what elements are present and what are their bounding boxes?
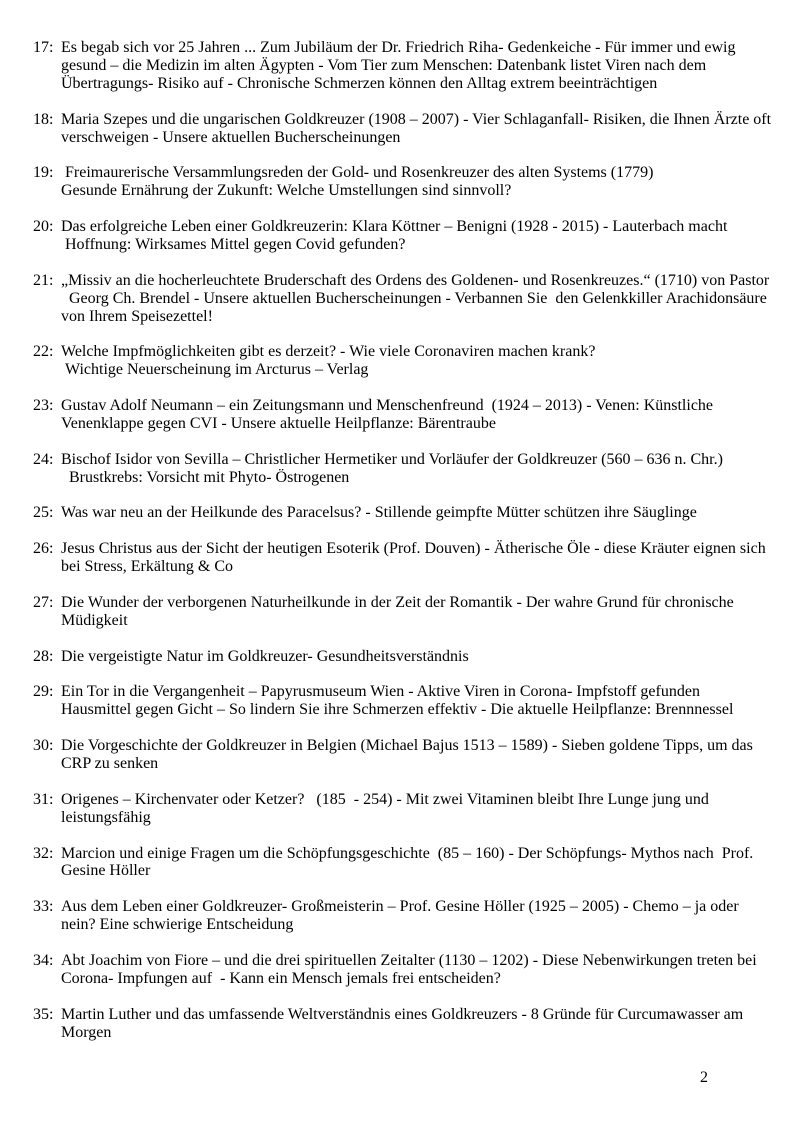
item-line: Müdigkeit xyxy=(61,611,128,629)
list-item xyxy=(33,397,776,433)
list-item xyxy=(33,594,776,630)
item-line: Bischof Isidor von Sevilla – Christlicher Hermetiker und Vorläufer der Goldkreuzer (560 – 636 n. Chr.) xyxy=(61,450,723,468)
item-line: Die Vorgeschichte der Goldkreuzer in Belgien (Michael Bajus 1513 – 1589) - Sieben goldene Tipps, um das xyxy=(61,737,753,755)
item-number: 35: xyxy=(33,1005,54,1023)
item-line: Es begab sich vor 25 Jahren ... Zum Jubiläum der Dr. Friedrich Riha- Gedenkeiche - Für immer und ewig xyxy=(61,39,736,56)
item-number: 20: xyxy=(33,218,54,236)
item-number: 30: xyxy=(33,737,54,755)
item-text xyxy=(61,451,776,487)
item-text xyxy=(61,737,776,773)
item-text xyxy=(61,164,776,200)
item-line: Das erfolgreiche Leben einer Goldkreuzerin: Klara Köttner – Benigni (1928 - 2015) - Lauterbach macht xyxy=(61,218,728,236)
page-number: 2 xyxy=(700,1069,708,1086)
item-text xyxy=(61,343,776,379)
list-item xyxy=(33,683,776,719)
item-number: 18: xyxy=(33,110,54,128)
item-text xyxy=(61,648,776,666)
item-line: gesund – die Medizin im alten Ägypten - Vom Tier zum Menschen: Datenbank listet Viren nach dem xyxy=(61,56,707,74)
list-item xyxy=(33,164,776,200)
item-line: Corona- Impfungen auf - Kann ein Mensch jemals frei entscheiden? xyxy=(61,969,501,987)
list-item xyxy=(33,648,776,666)
item-line: Aus dem Leben einer Goldkreuzer- Großmeisterin – Prof. Gesine Höller (1925 – 2005) - Chemo – ja oder xyxy=(61,898,739,916)
item-line: Was war neu an der Heilkunde des Paracelsus? - Stillende geimpfte Mütter schützen ihre Säuglinge xyxy=(61,504,697,522)
list-item xyxy=(33,845,776,881)
item-line: leistungsfähig xyxy=(61,808,151,826)
item-text xyxy=(61,397,776,433)
item-line: Abt Joachim von Fiore – und die drei spirituellen Zeitalter (1130 – 1202) - Diese Nebenwirkungen treten bei xyxy=(61,951,757,969)
item-line: Wichtige Neuerscheinung im Arcturus – Verlag xyxy=(61,361,369,379)
item-text xyxy=(61,791,776,827)
item-number: 34: xyxy=(33,951,54,969)
item-line: von Ihrem Speisezettel! xyxy=(61,307,213,325)
item-line: Origenes – Kirchenvater oder Ketzer? (185 - 254) - Mit zwei Vitaminen bleibt Ihre Lunge jung und xyxy=(61,790,709,808)
item-text xyxy=(61,683,776,719)
item-text xyxy=(61,218,776,254)
item-number: 19: xyxy=(33,164,54,182)
item-text xyxy=(61,272,776,326)
list-item xyxy=(33,1006,776,1042)
item-number: 17: xyxy=(33,39,54,56)
item-line: Die vergeistigte Natur im Goldkreuzer- Gesundheitsverständnis xyxy=(61,647,469,665)
item-line: Maria Szepes und die ungarischen Goldkreuzer (1908 – 2007) - Vier Schlaganfall- Risiken, die Ihnen Ärzte oft xyxy=(61,110,772,128)
list-item xyxy=(33,218,776,254)
item-number: 23: xyxy=(33,397,54,415)
item-number: 31: xyxy=(33,790,54,808)
item-line: Gustav Adolf Neumann – ein Zeitungsmann und Menschenfreund (1924 – 2013) - Venen: Künstliche xyxy=(61,397,714,415)
item-number: 21: xyxy=(33,271,54,289)
item-line: verschweigen - Unsere aktuellen Bucherscheinungen xyxy=(61,128,401,146)
item-number: 29: xyxy=(33,683,54,701)
list-item xyxy=(33,952,776,988)
item-text xyxy=(61,111,776,147)
item-number: 24: xyxy=(33,450,54,468)
item-line: Morgen xyxy=(61,1023,112,1041)
list-item xyxy=(33,272,776,326)
item-line: Georg Ch. Brendel - Unsere aktuellen Bucherscheinungen - Verbannen Sie den Gelenkkiller Arachidonsäure xyxy=(61,289,767,307)
list-item xyxy=(33,39,776,93)
item-text xyxy=(61,594,776,630)
item-number: 25: xyxy=(33,504,54,522)
item-text xyxy=(61,845,776,881)
item-number: 26: xyxy=(33,540,54,558)
item-line: Martin Luther und das umfassende Weltverständnis eines Goldkreuzers - 8 Gründe für Curcumawasser am xyxy=(61,1005,744,1023)
item-number: 32: xyxy=(33,844,54,862)
item-list xyxy=(33,39,776,1041)
list-item xyxy=(33,343,776,379)
item-line: Ein Tor in die Vergangenheit – Papyrusmuseum Wien - Aktive Viren in Corona- Impfstoff gefunden xyxy=(61,683,700,701)
item-line: Hausmittel gegen Gicht – So lindern Sie ihre Schmerzen effektiv - Die aktuelle Heilpflanze: Brennnessel xyxy=(61,701,734,719)
list-item xyxy=(33,737,776,773)
list-item xyxy=(33,451,776,487)
item-text xyxy=(61,504,776,522)
item-line: Gesine Höller xyxy=(61,862,151,880)
item-line: Welche Impfmöglichkeiten gibt es derzeit? - Wie viele Coronaviren machen krank? xyxy=(61,343,596,361)
item-text xyxy=(61,952,776,988)
item-line: Brustkrebs: Vorsicht mit Phyto- Östrogenen xyxy=(61,468,350,486)
list-item xyxy=(33,111,776,147)
item-line: CRP zu senken xyxy=(61,755,159,773)
item-text xyxy=(61,1006,776,1042)
item-line: Die Wunder der verborgenen Naturheilkunde in der Zeit der Romantik - Der wahre Grund für chronische xyxy=(61,593,734,611)
item-line: „Missiv an die hocherleuchtete Bruderschaft des Ordens des Goldenen- und Rosenkreuzes.“ (1710) von Pastor xyxy=(61,271,770,289)
item-number: 28: xyxy=(33,647,54,665)
list-item xyxy=(33,540,776,576)
item-number: 27: xyxy=(33,593,54,611)
item-text xyxy=(61,540,776,576)
list-item xyxy=(33,791,776,827)
item-line: Hoffnung: Wirksames Mittel gegen Covid gefunden? xyxy=(61,235,406,253)
list-item xyxy=(33,504,776,522)
item-number: 33: xyxy=(33,898,54,916)
item-line: Gesunde Ernährung der Zukunft: Welche Umstellungen sind sinnvoll? xyxy=(61,182,512,200)
item-line: Marcion und einige Fragen um die Schöpfungsgeschichte (85 – 160) - Der Schöpfungs- Mythos nach Prof. xyxy=(61,844,754,862)
item-line: Übertragungs- Risiko auf - Chronische Schmerzen können den Alltag extrem beeinträchtigen xyxy=(61,74,658,92)
item-line: nein? Eine schwierige Entscheidung xyxy=(61,916,294,934)
list-item xyxy=(33,898,776,934)
item-line: Jesus Christus aus der Sicht der heutigen Esoterik (Prof. Douven) - Ätherische Öle - diese Kräuter eignen sich xyxy=(61,540,766,558)
item-line: Venenklappe gegen CVI - Unsere aktuelle Heilpflanze: Bärentraube xyxy=(61,414,496,432)
item-text xyxy=(61,39,776,93)
item-number: 22: xyxy=(33,343,54,361)
item-line: Freimaurerische Versammlungsreden der Gold- und Rosenkreuzer des alten Systems (1779) xyxy=(61,164,654,182)
item-text xyxy=(61,898,776,934)
item-line: bei Stress, Erkältung & Co xyxy=(61,558,233,576)
